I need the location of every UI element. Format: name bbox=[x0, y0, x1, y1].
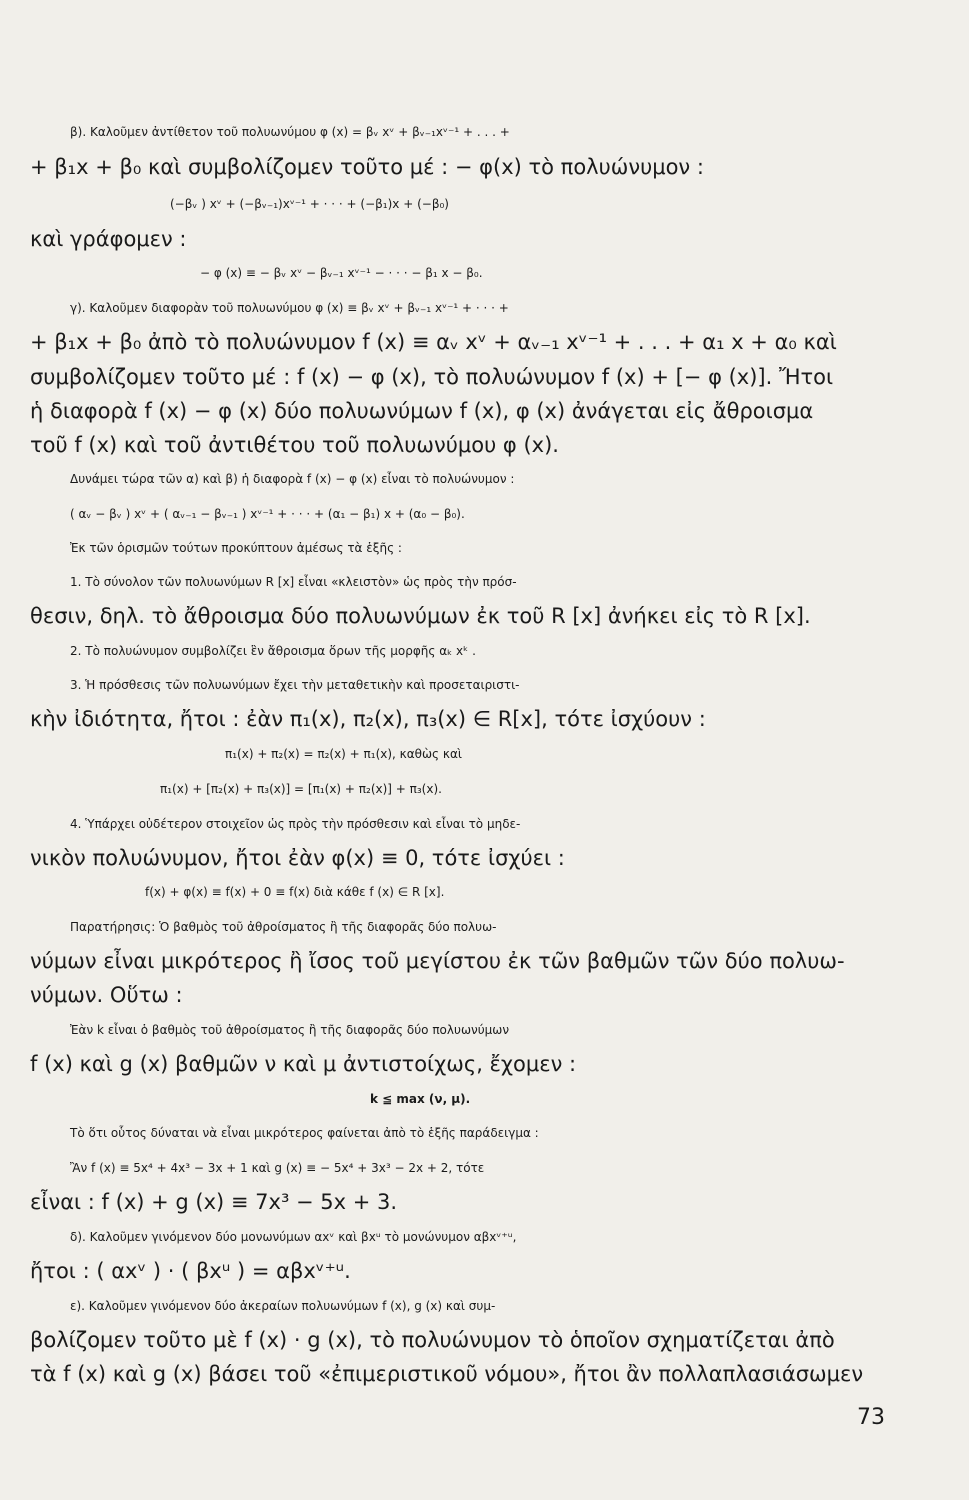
page-number: 73 bbox=[857, 1405, 885, 1430]
equation-line: π₁(x) + [π₂(x) + π₃(x)] = [π₁(x) + π₂(x)] + π₃(x). bbox=[160, 782, 442, 796]
text-line: ἡ διαφορὰ f (x) − φ (x) δύο πολυωνύμων f (x), φ (x) ἀνάγεται εἰς ἄθροισμα bbox=[30, 399, 814, 423]
equation-line: f(x) + φ(x) ≡ f(x) + 0 ≡ f(x) διὰ κάθε f (x) ∈ R [x]. bbox=[145, 885, 445, 899]
equation-line: ( αᵥ − βᵥ ) xᵛ + ( αᵥ₋₁ − βᵥ₋₁ ) xᵛ⁻¹ + · · · + (α₁ − β₁) x + (α₀ − β₀). bbox=[70, 507, 465, 521]
text-line: + β₁x + β₀ καὶ συμβολίζομεν τοῦτο μέ : − φ(x) τὸ πολυώνυμον : bbox=[30, 155, 704, 179]
equation-line: − φ (x) ≡ − βᵥ xᵛ − βᵥ₋₁ xᵛ⁻¹ − · · · − β₁ x − β₀. bbox=[200, 266, 483, 280]
text-line: συμβολίζομεν τοῦτο μέ : f (x) − φ (x), τὸ πολυώνυμον f (x) + [− φ (x)]. Ἤτοι bbox=[30, 365, 834, 389]
text-line: 3. Ἡ πρόσθεσις τῶν πολυωνύμων ἔχει τὴν μεταθετικὴν καὶ προσεταιριστι- bbox=[70, 678, 520, 692]
text-line: δ). Καλοῦμεν γινόμενον δύο μονωνύμων αxᵛ καὶ βxᵘ τὸ μονώνυμον αβxᵛ⁺ᵘ, bbox=[70, 1230, 517, 1244]
text-line: 1. Τὸ σύνολον τῶν πολυωνύμων R [x] εἶναι «κλειστὸν» ὡς πρὸς τὴν πρόσ- bbox=[70, 575, 517, 589]
text-line: f (x) καὶ g (x) βαθμῶν ν καὶ μ ἀντιστοίχως, ἔχομεν : bbox=[30, 1052, 577, 1076]
text-line: Δυνάμει τώρα τῶν α) καὶ β) ἡ διαφορὰ f (x) − φ (x) εἶναι τὸ πολυώνυμον : bbox=[70, 472, 515, 486]
equation-line: (−βᵥ ) xᵛ + (−βᵥ₋₁)xᵛ⁻¹ + · · · + (−β₁)x + (−β₀) bbox=[170, 197, 449, 211]
text-line: Ἂν f (x) ≡ 5x⁴ + 4x³ − 3x + 1 καὶ g (x) ≡ − 5x⁴ + 3x³ − 2x + 2, τότε bbox=[70, 1161, 485, 1175]
text-line: θεσιν, δηλ. τὸ ἄθροισμα δύο πολυωνύμων ἐκ τοῦ R [x] ἀνήκει εἰς τὸ R [x]. bbox=[30, 604, 811, 628]
text-line: γ). Καλοῦμεν διαφορὰν τοῦ πολυωνύμου φ (x) ≡ βᵥ xᵛ + βᵥ₋₁ xᵛ⁻¹ + · · · + bbox=[70, 301, 509, 315]
text-line: εἶναι : f (x) + g (x) ≡ 7x³ − 5x + 3. bbox=[30, 1190, 398, 1214]
text-line: ἤτοι : ( αxᵛ ) · ( βxᵘ ) = αβxᵛ⁺ᵘ. bbox=[30, 1259, 351, 1283]
text-line: κὴν ἰδιότητα, ἤτοι : ἐὰν π₁(x), π₂(x), π₃(x) ∈ R[x], τότε ἰσχύουν : bbox=[30, 707, 706, 731]
text-line: τὰ f (x) καὶ g (x) βάσει τοῦ «ἐπιμεριστικοῦ νόμου», ἤτοι ἂν πολλαπλασιάσωμεν bbox=[30, 1362, 864, 1386]
text-line: τοῦ f (x) καὶ τοῦ ἀντιθέτου τοῦ πολυωνύμου φ (x). bbox=[30, 433, 559, 457]
text-line: νύμων. Οὕτω : bbox=[30, 983, 183, 1007]
equation-line: π₁(x) + π₂(x) = π₂(x) + π₁(x), καθὼς καὶ bbox=[225, 747, 462, 761]
remark-line: Παρατήρησις: Ὁ βαθμὸς τοῦ ἀθροίσματος ἢ τῆς διαφορᾶς δύο πολυω- bbox=[70, 920, 497, 934]
text-line: Τὸ ὅτι οὗτος δύναται νὰ εἶναι μικρότερος φαίνεται ἀπὸ τὸ ἑξῆς παράδειγμα : bbox=[70, 1126, 539, 1140]
text-line: 4. Ὑπάρχει οὐδέτερον στοιχεῖον ὡς πρὸς τὴν πρόσθεσιν καὶ εἶναι τὸ μηδε- bbox=[70, 817, 521, 831]
text-line: Ἐκ τῶν ὁρισμῶν τούτων προκύπτουν ἀμέσως τὰ ἑξῆς : bbox=[70, 541, 402, 555]
text-line: βολίζομεν τοῦτο μὲ f (x) · g (x), τὸ πολυώνυμον τὸ ὁποῖον σχηματίζεται ἀπὸ bbox=[30, 1328, 835, 1352]
text-line: νύμων εἶναι μικρότερος ἢ ἴσος τοῦ μεγίστου ἐκ τῶν βαθμῶν τῶν δύο πολυω- bbox=[30, 949, 845, 973]
text-line: 2. Τὸ πολυώνυμον συμβολίζει ἓν ἄθροισμα ὅρων τῆς μορφῆς αₖ xᵏ . bbox=[70, 644, 476, 658]
text-line: ε). Καλοῦμεν γινόμενον δύο ἀκεραίων πολυωνύμων f (x), g (x) καὶ συμ- bbox=[70, 1299, 496, 1313]
text-line: β). Καλοῦμεν ἀντίθετον τοῦ πολυωνύμου φ (x) = βᵥ xᵛ + βᵥ₋₁xᵛ⁻¹ + . . . + bbox=[70, 125, 510, 139]
text-line: + β₁x + β₀ ἀπὸ τὸ πολυώνυμον f (x) ≡ αᵥ xᵛ + αᵥ₋₁ xᵛ⁻¹ + . . . + α₁ x + α₀ καὶ bbox=[30, 330, 837, 354]
text-line: καὶ γράφομεν : bbox=[30, 227, 187, 251]
text-line: νικὸν πολυώνυμον, ἤτοι ἐὰν φ(x) ≡ 0, τότε ἰσχύει : bbox=[30, 846, 565, 870]
inequality-line: k ≦ max (ν, μ). bbox=[370, 1092, 471, 1106]
text-line: Ἐὰν k εἶναι ὁ βαθμὸς τοῦ ἀθροίσματος ἢ τῆς διαφορᾶς δύο πολυωνύμων bbox=[70, 1023, 510, 1037]
